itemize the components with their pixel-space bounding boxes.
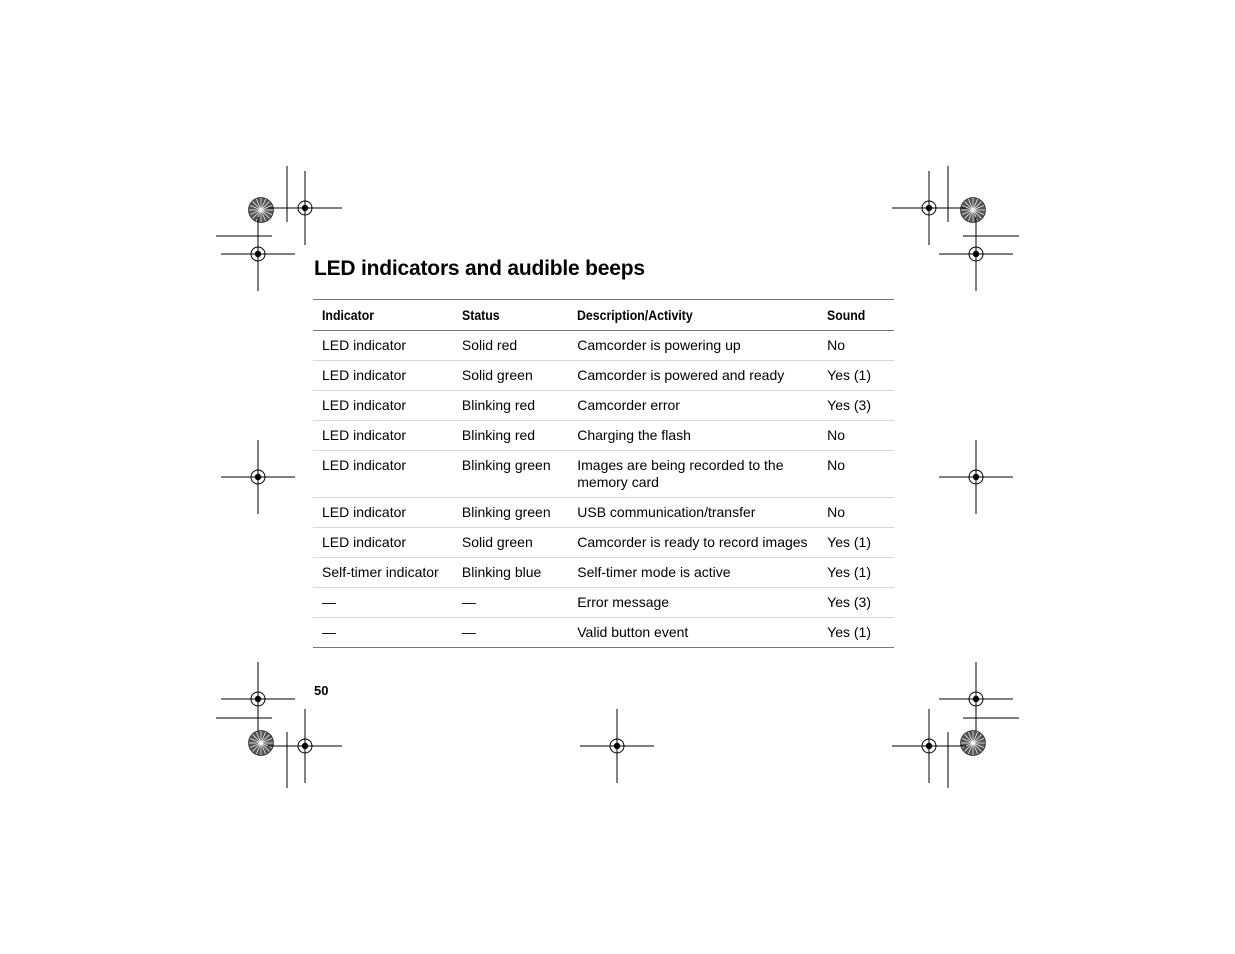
cell-description: Camcorder is ready to record images	[568, 528, 818, 558]
cell-indicator: LED indicator	[313, 498, 453, 528]
color-target-top-left	[249, 198, 274, 223]
cell-description: Camcorder error	[568, 391, 818, 421]
cell-sound: No	[818, 451, 894, 498]
registration-mark-top-left-side	[221, 217, 295, 291]
registration-mark-bottom-left-side	[221, 662, 295, 736]
cell-status: —	[453, 588, 568, 618]
cell-status: Blinking green	[453, 451, 568, 498]
cell-description: USB communication/transfer	[568, 498, 818, 528]
table-row	[313, 618, 894, 648]
crop-mark-bottom-left	[216, 718, 287, 788]
crop-mark-top-left	[216, 166, 287, 236]
cell-sound: No	[818, 498, 894, 528]
cell-status: Solid green	[453, 361, 568, 391]
header-sound: Sound	[818, 300, 894, 331]
crop-mark-top-right	[948, 166, 1019, 236]
cell-sound: No	[818, 421, 894, 451]
cell-description: Error message	[568, 588, 818, 618]
cell-indicator: LED indicator	[313, 528, 453, 558]
cell-indicator: —	[313, 588, 453, 618]
cell-sound: Yes (1)	[818, 528, 894, 558]
cell-status: Blinking red	[453, 391, 568, 421]
cell-description: Valid button event	[568, 618, 818, 648]
color-target-bottom-left	[249, 731, 274, 756]
color-target-bottom-right	[961, 731, 986, 756]
cell-indicator: LED indicator	[313, 331, 453, 361]
registration-mark-top-left	[268, 171, 342, 245]
led-indicator-table	[313, 299, 894, 648]
table-row	[313, 588, 894, 618]
registration-mark-middle-left	[221, 440, 295, 514]
cell-indicator: LED indicator	[313, 391, 453, 421]
cell-indicator: LED indicator	[313, 361, 453, 391]
table-row	[313, 528, 894, 558]
cell-description: Camcorder is powering up	[568, 331, 818, 361]
registration-mark-bottom-left	[268, 709, 342, 783]
cell-indicator: Self-timer indicator	[313, 558, 453, 588]
table-row	[313, 558, 894, 588]
registration-mark-bottom-right	[892, 709, 966, 783]
cell-sound: Yes (1)	[818, 558, 894, 588]
cell-sound: No	[818, 331, 894, 361]
table-row	[313, 331, 894, 361]
cell-indicator: LED indicator	[313, 451, 453, 498]
cell-sound: Yes (3)	[818, 391, 894, 421]
table-row	[313, 361, 894, 391]
registration-mark-bottom-center	[580, 709, 654, 783]
table-row	[313, 391, 894, 421]
cell-status: Blinking blue	[453, 558, 568, 588]
page-number: 50	[314, 683, 329, 698]
page-title: LED indicators and audible beeps	[314, 257, 645, 280]
cell-description: Images are being recorded to the memory card	[568, 451, 818, 498]
registration-mark-top-right-side	[939, 217, 1013, 291]
crop-mark-bottom-right	[948, 718, 1019, 788]
registration-mark-bottom-right-side	[939, 662, 1013, 736]
cell-status: —	[453, 618, 568, 648]
cell-description: Camcorder is powered and ready	[568, 361, 818, 391]
cell-description: Charging the flash	[568, 421, 818, 451]
header-indicator: Indicator	[313, 300, 453, 331]
table-row	[313, 498, 894, 528]
cell-status: Solid green	[453, 528, 568, 558]
table-row	[313, 421, 894, 451]
table-header-row	[313, 300, 894, 331]
header-status: Status	[453, 300, 568, 331]
color-target-top-right	[961, 198, 986, 223]
table-row	[313, 451, 894, 498]
header-description: Description/Activity	[568, 300, 818, 331]
cell-indicator: —	[313, 618, 453, 648]
cell-indicator: LED indicator	[313, 421, 453, 451]
registration-mark-middle-right	[939, 440, 1013, 514]
cell-status: Blinking red	[453, 421, 568, 451]
cell-sound: Yes (3)	[818, 588, 894, 618]
cell-sound: Yes (1)	[818, 361, 894, 391]
registration-mark-top-right	[892, 171, 966, 245]
cell-status: Solid red	[453, 331, 568, 361]
cell-status: Blinking green	[453, 498, 568, 528]
cell-sound: Yes (1)	[818, 618, 894, 648]
cell-description: Self-timer mode is active	[568, 558, 818, 588]
